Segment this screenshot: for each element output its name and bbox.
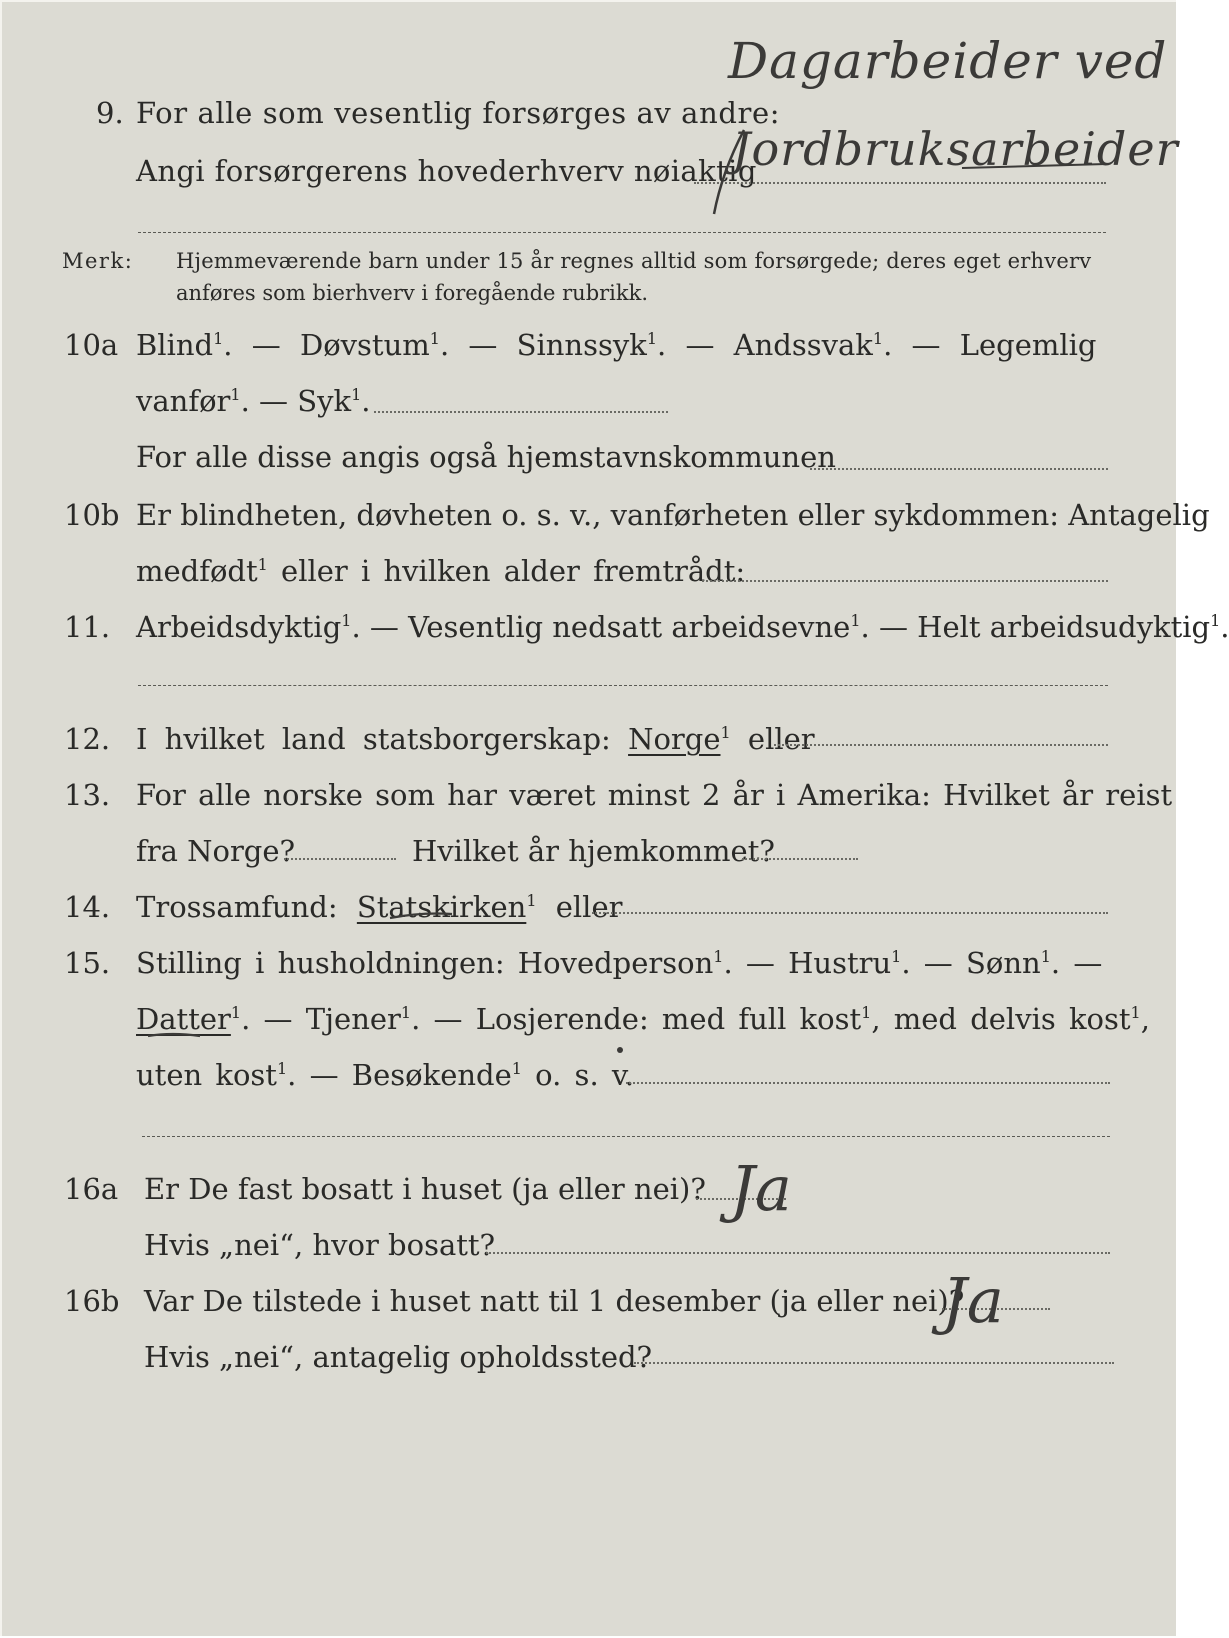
pen-dot xyxy=(617,1047,623,1053)
q9-number: 9. xyxy=(96,96,124,130)
q9-pen-strike xyxy=(962,164,1106,168)
q9-handwritten-answer-2: Jordbruksarbeider xyxy=(732,122,1179,176)
q16a-handwritten-answer: Ja xyxy=(730,1152,792,1225)
q16b-line1: Var De tilstede i huset natt til 1 desember (ja eller nei)? xyxy=(144,1284,965,1318)
q13-number: 13. xyxy=(64,778,111,812)
q13-line2b: Hvilket år hjemkommet? xyxy=(412,834,775,868)
q9-handwritten-answer-1: Dagarbeider ved xyxy=(728,32,1168,90)
q10a-line1: Blind$^1$. — Døvstum$^1$. — Sinnssyk$^1$. — Andssvak$^1$. — Legemlig xyxy=(136,328,1097,362)
q9-pen-descender xyxy=(714,130,744,214)
q11-number: 11. xyxy=(64,610,111,644)
q15-line2: Datter$^1$. — Tjener$^1$. — Losjerende: med full kost$^1$, med delvis kost$^1$, xyxy=(136,1002,1150,1036)
pen-marks xyxy=(2,2,1178,1638)
q16a-number: 16a xyxy=(64,1172,119,1206)
q10a-line2: vanfør$^1$. — Syk$^1$. xyxy=(136,384,371,418)
q14-selected-option: Statskirken xyxy=(356,890,527,924)
q16a-line2: Hvis „nei“, hvor bosatt? xyxy=(144,1228,496,1262)
q14-pen-check xyxy=(390,914,452,919)
q11-line: Arbeidsdyktig$^1$. — Vesentlig nedsatt arbeidsevne$^1$. — Helt arbeidsudyktig$^1$. xyxy=(136,610,1229,644)
q9-line1: For alle som vesentlig forsørges av andre: xyxy=(136,96,781,130)
q12-line: I hvilket land statsborgerskap: Norge$^1$ eller xyxy=(136,722,815,756)
q16b-line2: Hvis „nei“, antagelig opholdssted? xyxy=(144,1340,653,1374)
q14-number: 14. xyxy=(64,890,111,924)
q15-line1: Stilling i husholdningen: Hovedperson$^1$. — Hustru$^1$. — Sønn$^1$. — xyxy=(136,946,1103,980)
merk-line1: Hjemmeværende barn under 15 år regnes alltid som forsørgede; deres eget erhverv xyxy=(176,249,1092,273)
q15-line3: uten kost$^1$. — Besøkende$^1$ o. s. v. xyxy=(136,1058,635,1092)
q16a-line1: Er De fast bosatt i huset (ja eller nei)? xyxy=(144,1172,706,1206)
q10b-number: 10b xyxy=(64,498,120,532)
q10a-line3: For alle disse angis også hjemstavnskommunen xyxy=(136,440,836,474)
q16b-number: 16b xyxy=(64,1284,120,1318)
q15-pen-check xyxy=(148,1034,200,1036)
q15-number: 15. xyxy=(64,946,111,980)
q10b-line2: medfødt$^1$ eller i hvilken alder fremtrådt: xyxy=(136,554,746,588)
q12-selected-option: Norge xyxy=(628,722,721,756)
merk-label: Merk: xyxy=(62,249,134,273)
q14-line: Trossamfund: Statskirken$^1$ eller xyxy=(136,890,623,924)
q13-line2a: fra Norge? xyxy=(136,834,296,868)
q12-number: 12. xyxy=(64,722,111,756)
merk-line2: anføres som bierhverv i foregående rubrikk. xyxy=(176,281,649,305)
q15-selected-option: Datter xyxy=(136,1002,231,1036)
q16b-handwritten-answer: Ja xyxy=(942,1264,1004,1337)
q10a-number: 10a xyxy=(64,328,119,362)
q9-line2: Angi forsørgerens hovederhverv nøiaktig xyxy=(136,154,757,188)
q10b-line1: Er blindheten, døvheten o. s. v., vanførheten eller sykdommen: Antagelig xyxy=(136,498,1210,532)
q13-line1: For alle norske som har været minst 2 år i Amerika: Hvilket år reist xyxy=(136,778,1173,812)
